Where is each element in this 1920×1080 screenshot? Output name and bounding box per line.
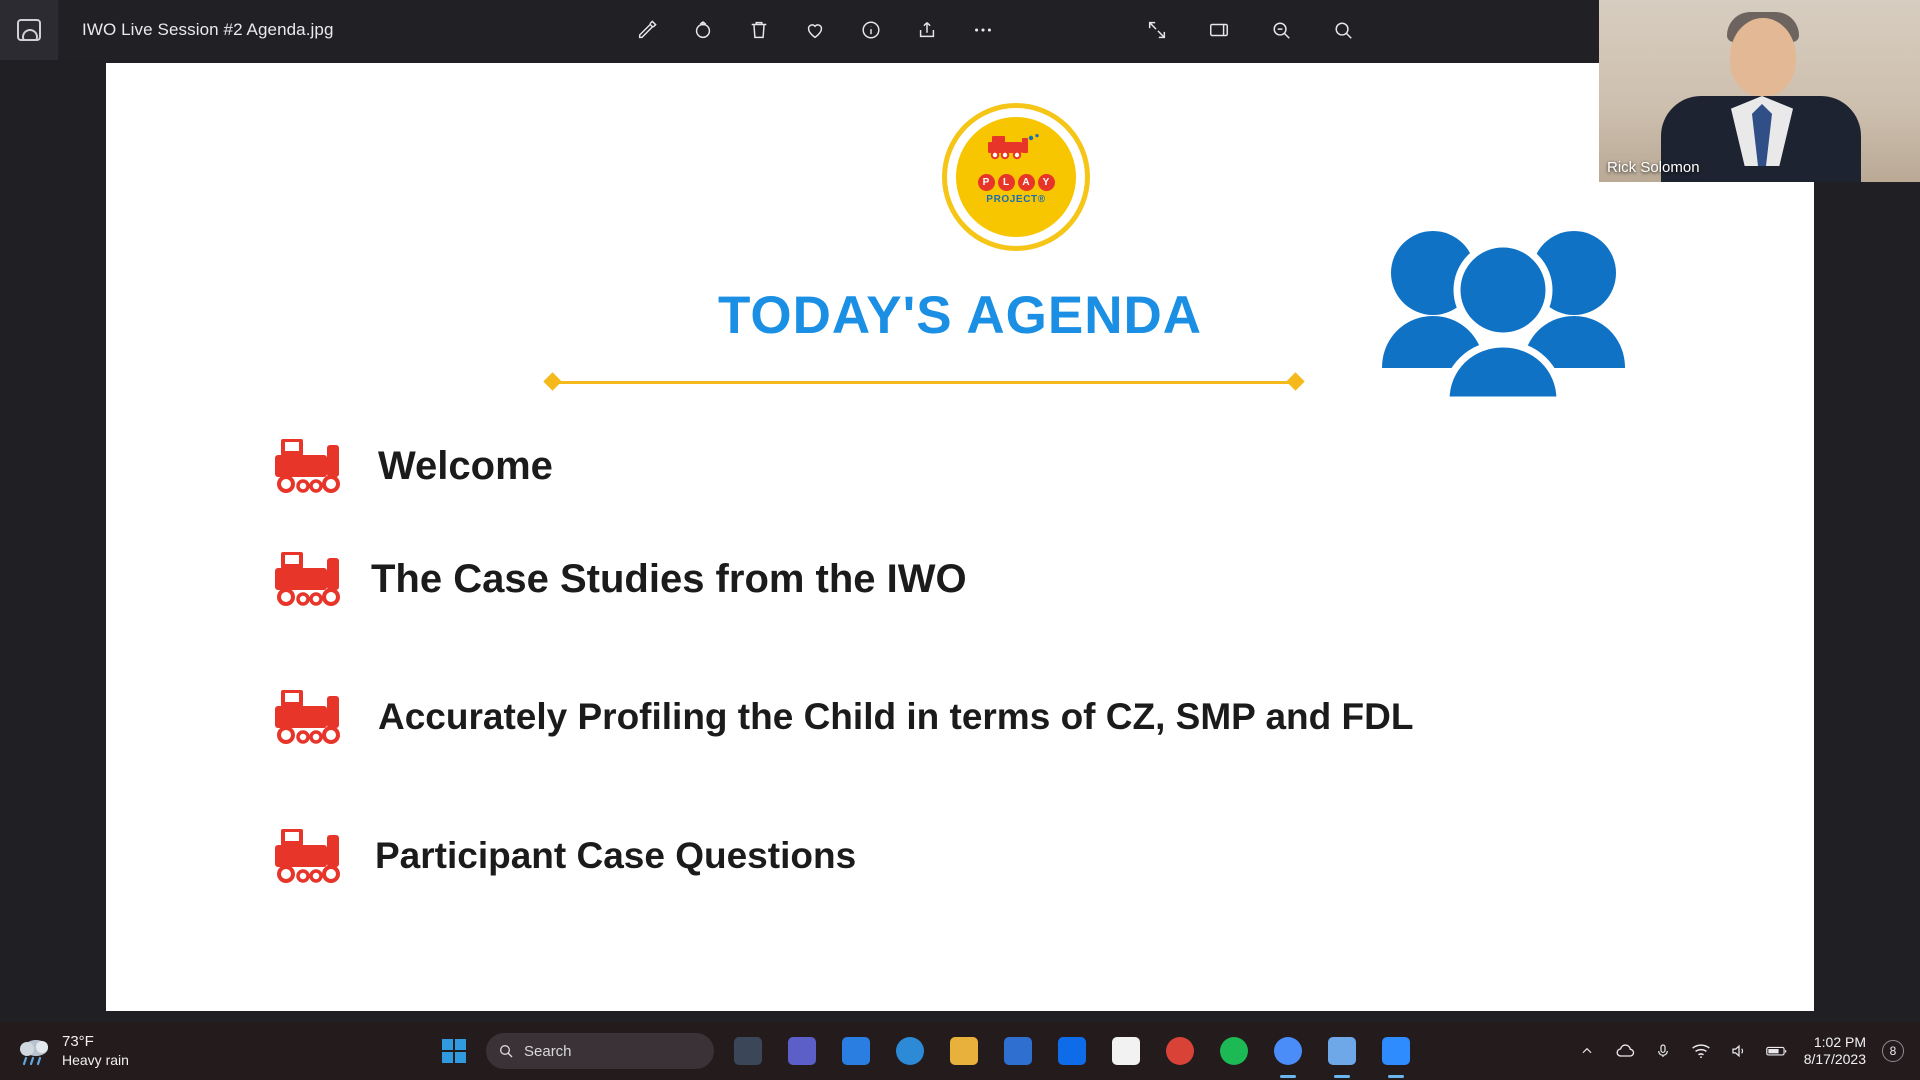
- share-icon[interactable]: [910, 13, 944, 47]
- taskbar-app-microsoft-store[interactable]: [836, 1031, 876, 1071]
- search-placeholder: Search: [524, 1042, 572, 1060]
- taskbar-app-microsoft-edge[interactable]: [890, 1031, 930, 1071]
- more-options-icon[interactable]: [966, 13, 1000, 47]
- windows-logo-icon: [442, 1039, 466, 1063]
- filmstrip-icon[interactable]: [1202, 13, 1236, 47]
- file-title: IWO Live Session #2 Agenda.jpg: [82, 20, 334, 39]
- wifi-icon[interactable]: [1690, 1040, 1712, 1062]
- agenda-item: [269, 544, 967, 614]
- agenda-item-text: Welcome: [378, 443, 553, 488]
- fullscreen-icon[interactable]: [1140, 13, 1174, 47]
- logo-project-word: PROJECT®: [986, 193, 1046, 205]
- speaker-icon[interactable]: [1728, 1040, 1750, 1062]
- taskbar-app-chrome-profile[interactable]: [1268, 1031, 1308, 1071]
- weather-condition: Heavy rain: [62, 1051, 129, 1068]
- zoom-reset-icon[interactable]: [1326, 13, 1360, 47]
- microphone-icon[interactable]: [1652, 1040, 1674, 1062]
- rain-cloud-icon: [18, 1036, 52, 1066]
- gold-divider: [546, 375, 1302, 389]
- file-info-icon[interactable]: [854, 13, 888, 47]
- agenda-item: [269, 821, 856, 891]
- weather-temperature: 73°F: [62, 1033, 94, 1051]
- taskbar-app-zoom[interactable]: [1376, 1031, 1416, 1071]
- taskbar-app-spotify[interactable]: [1214, 1031, 1254, 1071]
- image-toolbar: [630, 0, 1000, 60]
- search-icon: [498, 1043, 514, 1059]
- zoom-out-icon[interactable]: [1264, 13, 1298, 47]
- taskbar-app-mail[interactable]: [998, 1031, 1038, 1071]
- clock-date: 8/17/2023: [1803, 1051, 1866, 1067]
- delete-icon[interactable]: [742, 13, 776, 47]
- logo-train-icon: [984, 134, 1048, 160]
- logo-letter: L: [998, 174, 1015, 191]
- logo-play-letters: [978, 174, 1055, 191]
- start-button[interactable]: [436, 1033, 472, 1069]
- taskbar-app-microsoft-teams[interactable]: [782, 1031, 822, 1071]
- train-icon: [269, 682, 361, 752]
- taskbar-app-file-explorer[interactable]: [944, 1031, 984, 1071]
- logo-letter: P: [978, 174, 995, 191]
- slide-image[interactable]: [106, 63, 1814, 1011]
- logo-letter: Y: [1038, 174, 1055, 191]
- train-icon: [269, 821, 361, 891]
- taskbar-app-task-view[interactable]: [728, 1031, 768, 1071]
- people-group-icon: [1378, 218, 1628, 428]
- play-project-logo: [942, 103, 1090, 251]
- chevron-up-icon[interactable]: [1576, 1040, 1598, 1062]
- clock[interactable]: [1804, 1034, 1866, 1069]
- agenda-item: [269, 682, 1413, 752]
- rotate-icon[interactable]: [686, 13, 720, 47]
- taskbar-apps: [436, 1022, 1416, 1080]
- taskbar-app-dropbox[interactable]: [1052, 1031, 1092, 1071]
- system-tray: [1576, 1022, 1920, 1080]
- logo-letter: A: [1018, 174, 1035, 191]
- onedrive-cloud-icon[interactable]: [1614, 1040, 1636, 1062]
- weather-widget[interactable]: [18, 1033, 129, 1068]
- clock-time: 1:02 PM: [1813, 1033, 1866, 1050]
- participant-head: [1730, 18, 1796, 96]
- view-toolbar: [1140, 0, 1360, 60]
- favorite-heart-icon[interactable]: [798, 13, 832, 47]
- agenda-item-text: Participant Case Questions: [375, 835, 857, 876]
- agenda-item: [269, 431, 553, 501]
- slide-title: TODAY'S AGENDA: [717, 286, 1203, 345]
- taskbar-app-photos[interactable]: [1322, 1031, 1362, 1071]
- taskbar-app-google-chrome[interactable]: [1160, 1031, 1200, 1071]
- search-input[interactable]: [486, 1033, 714, 1069]
- notification-badge[interactable]: 8: [1882, 1040, 1904, 1062]
- participant-name: Rick Solomon: [1607, 159, 1700, 176]
- windows-taskbar: [0, 1022, 1920, 1080]
- train-icon: [269, 544, 361, 614]
- agenda-item-text: The Case Studies from the IWO: [371, 556, 967, 601]
- edit-image-icon[interactable]: [630, 13, 664, 47]
- battery-icon[interactable]: [1766, 1040, 1788, 1062]
- train-icon: [269, 431, 361, 501]
- video-participant-tile[interactable]: [1599, 0, 1920, 182]
- taskbar-app-amazon[interactable]: [1106, 1031, 1146, 1071]
- photos-icon: [0, 0, 58, 60]
- agenda-item-text: Accurately Profiling the Child in terms of CZ, SMP and FDL: [378, 696, 1414, 737]
